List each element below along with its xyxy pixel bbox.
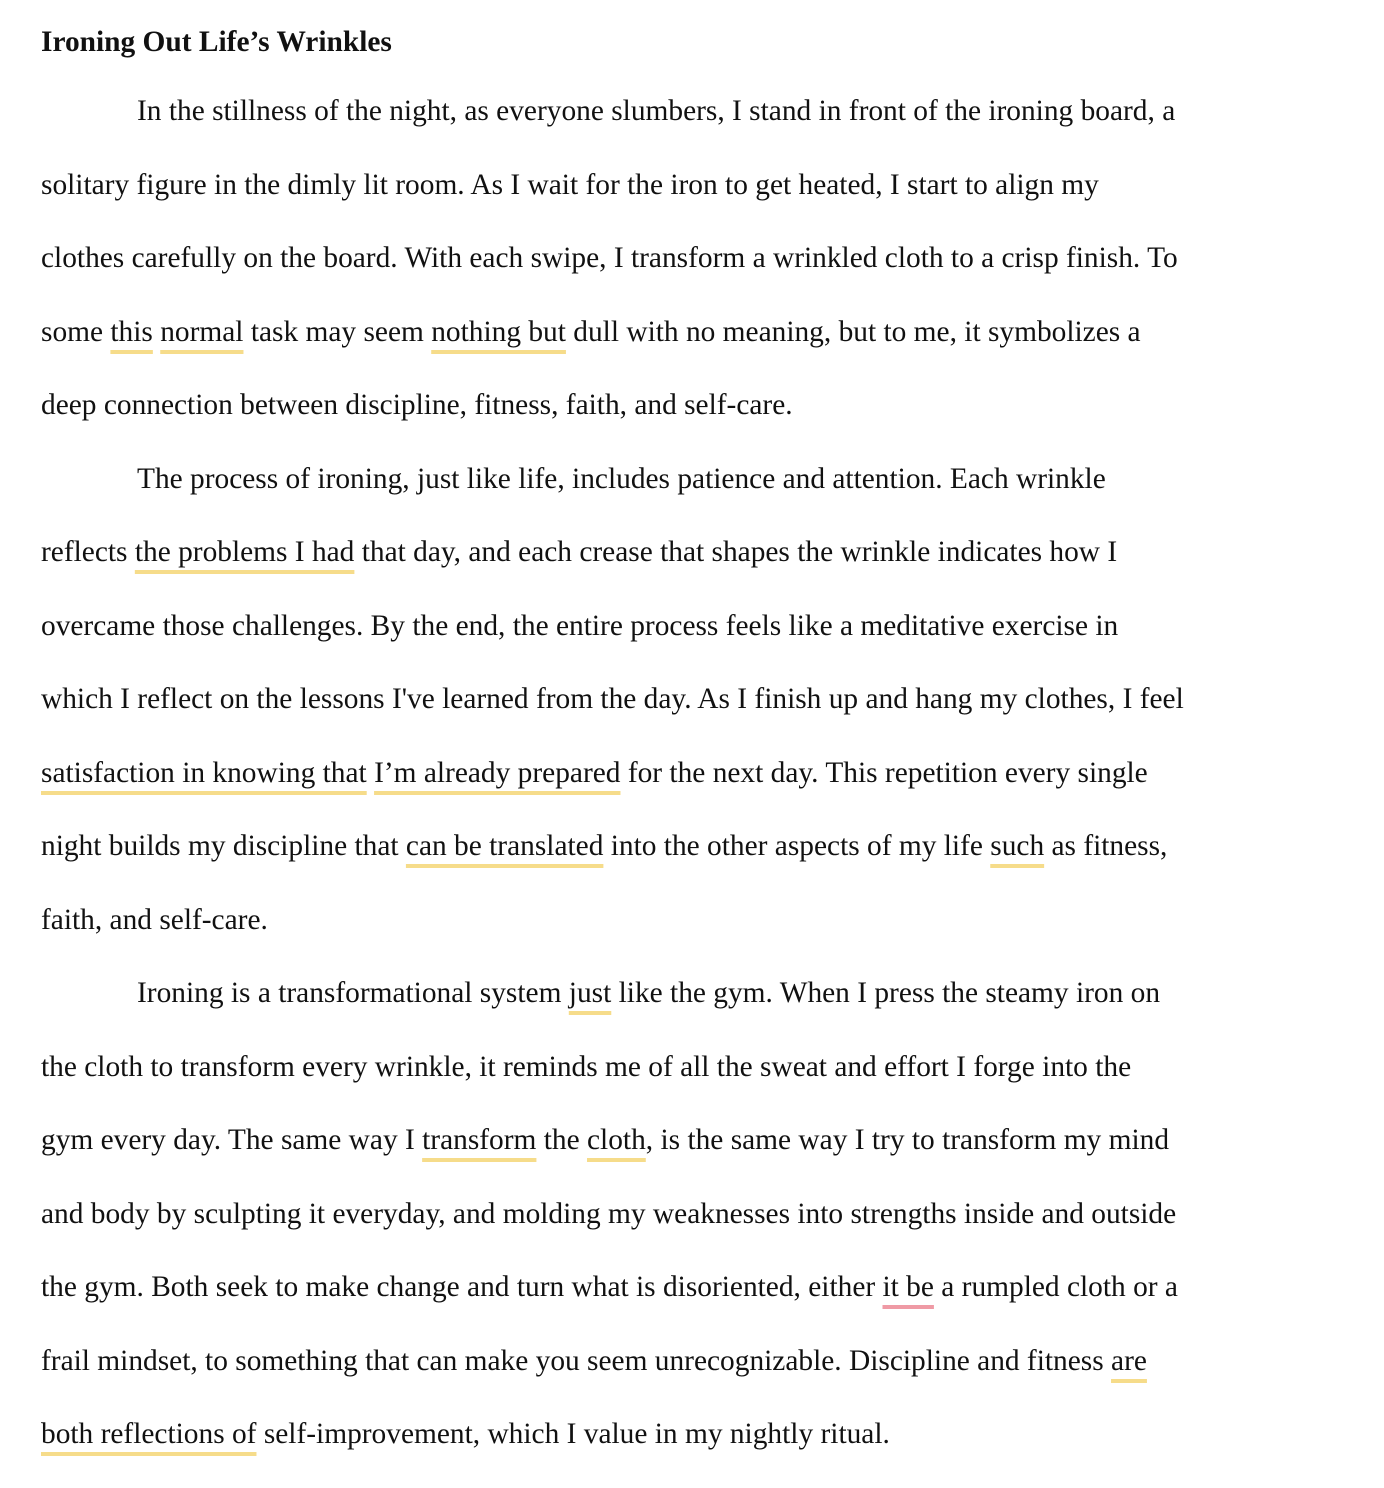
writing-suggestion-underline[interactable]: normal	[160, 315, 244, 348]
text-line	[41, 679, 1341, 753]
text-run: frail mindset, to something that can make you seem unrecognizable. Discipline and fitness	[41, 1344, 1112, 1377]
text-run: into the other aspects of my life	[603, 830, 991, 862]
text-line	[41, 1194, 1341, 1268]
text-run: the gym. Both seek to make change and turn what is disoriented, either	[41, 1271, 883, 1303]
text-run: The process of ironing, just like life, includes patience and attention. Each wrinkle	[137, 462, 1106, 495]
text-run: reflects	[41, 536, 135, 568]
text-line	[41, 312, 1341, 386]
paragraph-first-line	[41, 973, 1341, 1047]
paragraph-first-line	[41, 91, 1341, 165]
text-run: for the next day. This repetition every single	[620, 756, 1148, 789]
text-run: faith, and self-care.	[41, 903, 268, 936]
text-run: a rumpled cloth or a	[933, 1271, 1178, 1303]
text-line	[41, 606, 1341, 680]
paragraph-first-line	[41, 459, 1341, 533]
text-line	[41, 1120, 1341, 1194]
writing-suggestion-underline[interactable]: nothing but	[431, 315, 566, 348]
text-run: the cloth to transform every wrinkle, it reminds me of all the sweat and effort I forge into the	[41, 1050, 1132, 1083]
writing-suggestion-underline[interactable]: the problems I had	[134, 536, 355, 568]
text-line	[41, 900, 1341, 974]
text-run: dull with no meaning, but to me, it symbolizes a	[565, 315, 1141, 348]
text-line	[41, 1414, 1341, 1488]
text-line	[41, 238, 1341, 312]
document-title: Ironing Out Life’s Wrinkles	[41, 26, 392, 58]
text-run: solitary figure in the dimly lit room. As I wait for the iron to get heated, I start to align my	[41, 168, 1099, 201]
text-run: some	[41, 315, 111, 348]
writing-suggestion-underline[interactable]: satisfaction in knowing that	[41, 756, 367, 789]
writing-suggestion-underline[interactable]: transform	[422, 1124, 537, 1156]
text-run: which I reflect on the lessons I've learned from the day. As I finish up and hang my clothes, I feel	[41, 683, 1184, 715]
text-run: task may seem	[243, 315, 432, 348]
text-run: that day, and each crease that shapes the wrinkle indicates how I	[354, 536, 1118, 568]
text-run: , is the same way I try to transform my mind	[645, 1124, 1170, 1156]
text-run: Ironing is a transformational system	[137, 977, 569, 1009]
text-line	[41, 165, 1341, 239]
text-run: as fitness,	[1044, 830, 1168, 862]
text-line	[41, 826, 1341, 900]
writing-suggestion-underline[interactable]: are	[1111, 1344, 1147, 1377]
text-run: self-improvement, which I value in my nightly ritual.	[256, 1418, 890, 1450]
text-run: In the stillness of the night, as everyone slumbers, I stand in front of the ironing board, a	[137, 95, 1176, 127]
document-body	[41, 91, 1341, 1488]
text-run: gym every day. The same way I	[41, 1124, 423, 1156]
text-run: and body by sculpting it everyday, and molding my weaknesses into strengths inside and outside	[41, 1197, 1177, 1230]
text-line	[41, 1341, 1341, 1415]
text-line	[41, 532, 1341, 606]
text-line	[41, 753, 1341, 827]
writing-suggestion-underline[interactable]: cloth	[587, 1124, 646, 1156]
text-run: the	[536, 1124, 588, 1156]
writing-suggestion-underline[interactable]: I’m already prepared	[374, 756, 621, 789]
text-line	[41, 1047, 1341, 1121]
writing-suggestion-underline[interactable]: just	[568, 977, 612, 1009]
text-run: clothes carefully on the board. With each swipe, I transform a wrinkled cloth to a crisp finish. To	[41, 242, 1178, 274]
text-line	[41, 1267, 1341, 1341]
document-page	[41, 22, 1341, 1488]
text-line	[41, 385, 1341, 459]
grammar-error-underline[interactable]: it be	[882, 1271, 934, 1303]
writing-suggestion-underline[interactable]: both reflections of	[41, 1418, 257, 1450]
text-run: like the gym. When I press the steamy iron on	[611, 977, 1161, 1009]
text-run: overcame those challenges. By the end, the entire process feels like a meditative exercise in	[41, 609, 1119, 642]
text-run: night builds my discipline that	[41, 830, 406, 862]
writing-suggestion-underline[interactable]: can be translated	[405, 830, 604, 862]
writing-suggestion-underline[interactable]: this	[110, 315, 153, 348]
writing-suggestion-underline[interactable]: such	[990, 830, 1045, 862]
text-run	[367, 757, 374, 789]
text-run: deep connection between discipline, fitness, faith, and self-care.	[41, 389, 793, 421]
